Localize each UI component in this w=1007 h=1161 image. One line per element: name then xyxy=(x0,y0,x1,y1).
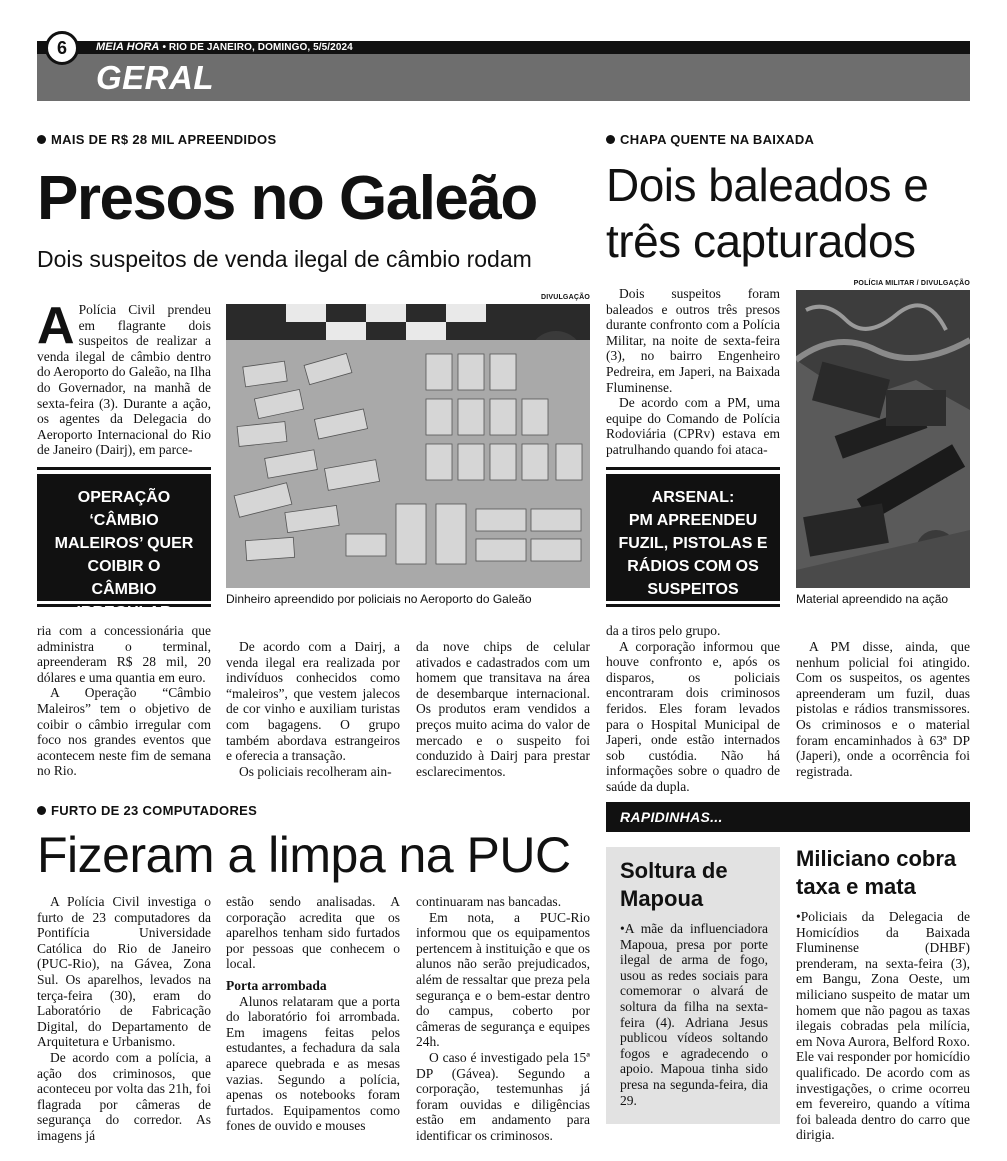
bullet-icon xyxy=(37,135,46,144)
money-photo xyxy=(226,304,590,588)
story1-deck: Dois suspeitos de venda ilegal de câmbio rodam xyxy=(37,246,532,272)
photo1-caption: Dinheiro apreendido por policiais no Aeroporto do Galeão xyxy=(226,592,532,606)
paragraph: A Polícia Civil investiga o furto de 23 computadores da Pontifícia Universidade Católica do Rio de Janeiro (PUC-Rio), na Gávea, Zona Sul. Os aparelhos, levados na terça-feira (30), eram do Laboratório de Fabricação Digital, do Departamento de Arquitetura e Urbanismo. xyxy=(37,894,211,1050)
rapidinhas-item2 xyxy=(796,845,970,1143)
paragraph: Os policiais recolheram ain- xyxy=(239,763,392,779)
story2-box-title: ARSENAL: xyxy=(651,489,735,506)
page-number: 6 xyxy=(45,31,79,65)
paragraph: da a tiros pelo grupo. xyxy=(606,623,721,638)
photo1-credit: DIVULGAÇÃO xyxy=(540,294,590,301)
money-photo-icon xyxy=(226,304,590,588)
paragraph: O caso é investigado pela 15ª DP (Gávea). Segundo a corporação, testemunhas já foram ouvidas e diligências estão em andamento para identificar os criminosos. xyxy=(416,1049,590,1143)
paragraph: De acordo com a PM, uma equipe do Comando de Polícia Rodoviária (CPRv) estava em patrulhando quando foi ataca- xyxy=(606,395,780,457)
story2-headline-line2: três capturados xyxy=(606,215,916,267)
story3-kicker xyxy=(37,803,257,819)
paragraph: continuaram nas bancadas. xyxy=(416,894,562,909)
story1-box xyxy=(37,467,211,621)
brand-name: MEIA HORA xyxy=(96,41,160,53)
story1-col1 xyxy=(37,623,211,779)
section-title: GERAL xyxy=(96,59,214,96)
weapons-photo-icon xyxy=(796,290,970,588)
story1-col2 xyxy=(226,639,400,779)
paragraph: Dois suspeitos foram baleados e outros três presos durante confronto com a Polícia Militar, na noite de sexta-feira (3), no bairro Engenheiro Pedreira, em Japeri, na Baixada Fluminense. xyxy=(606,286,780,395)
story3-col3 xyxy=(416,894,590,1144)
story3-headline: Fizeram a limpa na PUC xyxy=(37,827,571,883)
bullet-icon xyxy=(606,135,615,144)
paragraph: estão sendo analisadas. A corporação acredita que os aparelhos tenham sido furtados por pessoas que conhecem o local. xyxy=(226,894,400,972)
story2-kicker-text: CHAPA QUENTE NA BAIXADA xyxy=(620,132,815,147)
dateline xyxy=(96,41,353,54)
dropcap: A xyxy=(37,297,75,355)
dateline-text: • RIO DE JANEIRO, DOMINGO, 5/5/2024 xyxy=(162,42,353,53)
rapidinhas-item1-body xyxy=(606,913,780,1108)
story2-box-text: PM APREENDEU FUZIL, PISTOLAS E RÁDIOS COM OS SUSPEITOS xyxy=(618,512,768,598)
paragraph: •A mãe da influenciadora Mapoua, presa por porte ilegal de arma de fogo, usou as redes sociais para comemorar o alvará de soltura da filha na sexta-feira (4). Adriana Jesus publicou vídeos soltando fogos e agradecendo o apoio. Mapoua tinha sido presa na segunda-feira, dia 29. xyxy=(620,921,768,1108)
story2-lead xyxy=(606,286,780,458)
story2-col2 xyxy=(796,639,970,779)
paragraph: A Operação “Câmbio Maleiros” tem o objetivo de coibir o câmbio irregular com foco nos grandes eventos que acontecem neste fim de semana no Rio. xyxy=(37,685,211,779)
story2-headline-line1: Dois baleados e xyxy=(606,159,929,211)
weapons-photo xyxy=(796,290,970,588)
story1-kicker xyxy=(37,132,276,148)
paragraph: Em nota, a PUC-Rio informou que os equipamentos pertencem à instituição e que os alunos não serão prejudicados, além de ressaltar que preza pela segurança e o bem-estar dentro do campus, coberto por câmeras de segurança e equipes 24h. xyxy=(416,909,590,1050)
story3-col1 xyxy=(37,894,211,1144)
story1-lead-text: Polícia Civil prendeu em flagrante dois suspeitos de realizar a venda ilegal de câmbio dentro do Aeroporto do Galeão, na Ilha do Governador, na manhã de sexta-feira (3). Durante a ação, os agentes da Delegacia do Aeroporto Internacional do Rio de Janeiro (Dairj), em parce- xyxy=(37,302,211,458)
story2-col1 xyxy=(606,623,780,795)
photo2-credit: POLÍCIA MILITAR / DIVULGAÇÃO xyxy=(853,280,970,287)
rapidinhas-item1-title: Soltura de Mapoua xyxy=(620,858,728,911)
story2-box xyxy=(606,467,780,607)
paragraph: •Policiais da Delegacia de Homicídios da Baixada Fluminense (DHBF) prenderam, na sexta-feira (3), em Bangu, Zona Oeste, um miliciano suspeito de matar um homem que não pagou as taxas ilegais cobradas pela milícia, em Nova Aurora, Belford Roxo. Ele vai responder por homicídio qualificado. De acordo com as investigações, o crime ocorreu em fevereiro, quando a vítima foi baleada dentro do carro que dirigia. xyxy=(796,909,970,1143)
story2-kicker xyxy=(606,132,814,148)
rapidinhas-item1 xyxy=(606,847,780,1124)
story1-lead xyxy=(37,297,211,458)
story3-subhead: Porta arrombada xyxy=(226,977,327,993)
story2-box-inner xyxy=(606,474,780,601)
paragraph: Alunos relataram que a porta do laboratório foi arrombada. Em imagens feitas pelos estudantes, a fechadura da sala aparece quebrada e as mesas vazias. Segundo a polícia, apenas os notebooks foram furtados. Equipamentos como fones de ouvido e mouses xyxy=(226,993,400,1134)
story1-col3 xyxy=(416,639,590,779)
bullet-icon xyxy=(37,806,46,815)
story1-headline: Presos no Galeão xyxy=(37,164,537,233)
paragraph: De acordo com a Dairj, a venda ilegal era realizada por indivíduos conhecidos como “maleiros”, que vestem jalecos de cor vinho e auxiliam turistas com bagagens. O grupo também abordava estrangeiros e oferecia a transação. xyxy=(226,639,400,764)
paragraph: A corporação informou que houve confronto e, após os disparos, os policiais encontraram dois criminosos feridos. Eles foram levados para o Hospital Municipal de Japeri, onde estão internados sob custódia. Não há informações sobre o quadro de saúde da dupla. xyxy=(606,638,780,794)
paragraph: A PM disse, ainda, que nenhum policial foi atingido. Com os suspeitos, os agentes apreenderam um fuzil, duas pistolas e rádios transmissores. Os criminosos e o material foram encaminhados à 63ª DP (Japeri), onde a ocorrência foi registrada. xyxy=(796,639,970,779)
paragraph: ria com a concessionária que administra o terminal, apreenderam R$ 28 mil, 20 dólares e uma quantia em euro. xyxy=(37,623,211,685)
story3-col2 xyxy=(226,894,400,1134)
story3-kicker-text: FURTO DE 23 COMPUTADORES xyxy=(51,803,258,818)
photo2-caption: Material apreendido na ação xyxy=(796,592,949,606)
story1-box-text: OPERAÇÃO ‘CÂMBIO MALEIROS’ QUER COIBIR O CÂMBIO IRREGULAR xyxy=(37,474,211,601)
paragraph: da nove chips de celular ativados e cadastrados com um homem que transitava na área de desembarque internacional. Os produtos eram vendidos a preços muito acima do valor de mercado e o suspeito foi conduzido à Dairj para prestar esclarecimentos. xyxy=(416,639,590,779)
paragraph: De acordo com a polícia, a ação dos criminosos, que aconteceu por volta das 21h, foi flagrada por câmeras de segurança do corredor. As imagens já xyxy=(37,1049,211,1143)
rapidinhas-item2-title: Miliciano cobra taxa e mata xyxy=(796,846,957,899)
story1-kicker-text: MAIS DE R$ 28 MIL APREENDIDOS xyxy=(51,132,277,147)
rapidinhas-item2-body xyxy=(796,901,970,1143)
rapidinhas-bar: RAPIDINHAS... xyxy=(606,802,970,832)
